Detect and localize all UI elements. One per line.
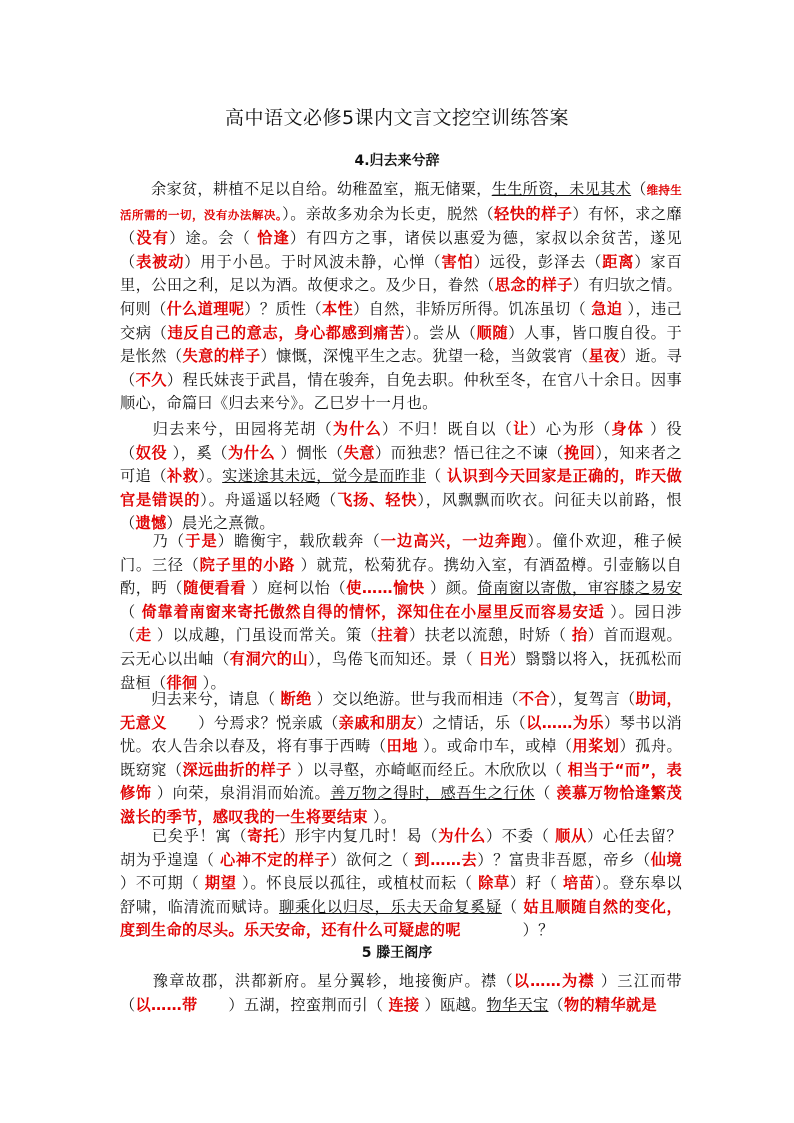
answer-text: 日光 — [478, 649, 510, 668]
answer-text: 补救 — [167, 467, 199, 486]
key-sentence: 倚南窗以寄傲，审容膝之易安 — [477, 579, 683, 598]
text-run: ）交以绝游。世与我而相违（ — [311, 690, 519, 708]
answer-text: 心神不定的样子 — [219, 850, 331, 869]
answer-text: 到……去 — [414, 850, 478, 869]
text-run: ）人事，皆口腹自役。于是怅然（ — [120, 323, 682, 366]
answer-text: 奴役 — [135, 443, 168, 462]
answer-text: 断绝 — [280, 690, 312, 708]
answer-text: 飞扬、轻快 — [337, 490, 418, 509]
answer-text: 田地 — [386, 737, 418, 756]
answer-text: 失意 — [343, 443, 376, 462]
text-run: ）。僮仆欢迎，稚子候门。三径（ — [120, 532, 682, 574]
answer-text: 顺从 — [555, 827, 587, 845]
text-run: ）以成趣，门虽设而常关。策（ — [151, 626, 378, 645]
text-run: （ — [535, 784, 557, 803]
answer-text: 一边高兴，一边奔跑 — [380, 532, 528, 550]
answer-text: 没有 — [136, 229, 170, 248]
text-run: ）晨光之熹微。 — [166, 514, 275, 533]
text-run: ）欲何之（ — [330, 850, 415, 869]
paragraph — [120, 418, 682, 536]
paragraph — [120, 178, 682, 416]
answer-text: 走 — [135, 626, 152, 645]
text-run: ）不归！既自以（ — [382, 420, 514, 438]
text-run: ）。 — [197, 673, 226, 692]
text-run: ）。舟遥遥以轻飏（ — [200, 490, 338, 509]
text-run: ）。登东皋以舒啸，临清流而赋诗。 — [120, 874, 682, 916]
answer-text: 为什么 — [332, 420, 383, 438]
answer-text: 什么道理呢 — [166, 299, 245, 318]
text-run: ）琴书以消忧。农人告余以春及，将有事于西畴（ — [120, 713, 683, 756]
answer-text: 认识到今天回家是正确的，昨天做官是错误的 — [120, 467, 682, 509]
answer-text: 物的精华就是 — [563, 995, 657, 1014]
text-run: ）形宇内复几时！曷（ — [279, 827, 439, 845]
text-run: 乃（ — [120, 532, 186, 550]
text-run: ）心为形（ — [529, 420, 612, 438]
answer-text: 培苗 — [563, 874, 595, 893]
answer-text: 表被动 — [136, 252, 185, 271]
text-run: ）慷慨，深愧平生之志。犹望一稔，当敛裳宵（ — [260, 347, 589, 366]
text-run: ）程氏妹丧于武昌，情在骏奔，自免去职。仲秋至冬，在官八十余日。因事顺心，命篇曰《归去来兮》。乙巳岁十一月也。 — [120, 370, 682, 413]
text-run: ）以寻壑，亦崎岖而经丘。木欣欣以（ — [291, 760, 568, 779]
text-run: ）役（ — [120, 420, 683, 462]
answer-text: 距离 — [602, 252, 635, 271]
text-run: ）。亲故多劝余为长吏，脱然（ — [282, 204, 495, 223]
text-run: ）有怀，求之靡（ — [120, 204, 682, 248]
text-run: 归去来兮，请息（ — [120, 690, 281, 708]
answer-text: 顺随 — [476, 323, 509, 342]
text-run: ）兮焉求？悦亲戚（ — [166, 713, 339, 732]
section-heading: 4.归去来兮辞 — [354, 153, 440, 169]
text-run: ）用于小邑。于时风波未静，心惮（ — [184, 252, 442, 271]
answer-text: 拄着 — [377, 626, 410, 645]
answer-text: 使……愉快 — [346, 579, 425, 598]
page-title: 高中语文必修5课内文言文挖空训练答案 — [224, 107, 570, 129]
text-run: ）。 — [198, 467, 223, 486]
answer-text: 以……带 — [135, 995, 198, 1014]
key-sentence: 生生所资，未见其术 — [491, 180, 632, 198]
text-run: ）孤舟。既窈窕（ — [120, 737, 682, 779]
text-run: ）。怀良辰以孤往，或植杖而耘（ — [236, 874, 479, 893]
answer-text: 期望 — [204, 874, 237, 893]
answer-text: 院子里的小路 — [199, 555, 296, 574]
answer-text: 不久 — [135, 370, 167, 389]
answer-text: 害怕 — [441, 252, 474, 271]
text-run: （ — [120, 602, 142, 621]
answer-text: 挽回 — [563, 443, 596, 462]
answer-text: 相当于“而”，表修饰 — [120, 760, 682, 803]
text-run: ）有四方之事，诸侯以惠爱为德，家叔以余贫苦，遂见（ — [120, 229, 682, 271]
text-run: ）瓯越。 — [419, 995, 487, 1014]
text-run: ）。园日涉（ — [120, 602, 682, 645]
answer-text: 恰逢 — [257, 229, 290, 248]
text-run: ）瞻衡宇，载欣载奔（ — [217, 532, 381, 550]
answer-text: 倚靠着南窗来寄托傲然自得的情怀，深知住在小屋里反而容易安适 — [141, 602, 605, 621]
text-run: ）途。会（ — [169, 229, 258, 248]
answer-text: 轻快的样子 — [494, 204, 573, 223]
answer-text: 助词，无意义 — [120, 690, 682, 732]
text-run: ）。尝从（ — [404, 323, 477, 342]
text-run: ）？富贵非吾愿，帝乡（ — [477, 850, 651, 869]
text-run: ）惆怅（ — [275, 443, 344, 462]
text-run: ），违己交病（ — [120, 299, 683, 342]
text-run: ）耔（ — [509, 874, 563, 893]
answer-text: 遗憾 — [135, 514, 167, 533]
text-run: （ — [631, 180, 647, 198]
key-sentence: 物华天宝 — [486, 995, 549, 1014]
text-run: ），鸟倦飞而知还。景（ — [308, 649, 479, 668]
text-run: ）而独悲？悟已往之不谏（ — [375, 443, 564, 462]
text-run: ）三江而带（ — [120, 972, 682, 1014]
answer-text: 寄托 — [247, 827, 280, 845]
text-run: ）有归欤之情。何则（ — [120, 276, 683, 318]
answer-text: 于是 — [185, 532, 218, 550]
answer-text: 随便看看 — [183, 579, 247, 598]
answer-text: 思念的样子 — [494, 276, 573, 295]
key-sentence: 善万物之得时，感吾生之行休 — [330, 784, 536, 803]
text-run: ）心任去留？胡为乎遑遑（ — [120, 827, 682, 869]
answer-text: 连接 — [388, 995, 420, 1014]
answer-text: 姑且顺随自然的变化，度到生命的尽头。乐天安命，还有什么可疑虑的呢 — [120, 897, 683, 940]
text-run: ），风飘飘而吹衣。问征夫以前路，恨（ — [120, 490, 683, 533]
answer-text: 违反自己的意志，身心都感到痛苦 — [167, 323, 405, 342]
answer-text: 亲戚和朋友 — [338, 713, 417, 732]
answer-text: 有洞穴的山 — [229, 649, 309, 668]
text-run: 余家贫，耕植不足以自给。幼稚盈室，瓶无储粟， — [120, 180, 492, 198]
answer-text: 用桨划 — [572, 737, 620, 756]
text-run: ）之情话，乐（ — [416, 713, 527, 732]
answer-text: 本性 — [321, 299, 354, 318]
text-run: ）向荣，泉涓涓而始流。 — [151, 784, 331, 803]
paragraph — [120, 688, 682, 830]
text-run: ）。 — [367, 807, 397, 826]
key-sentence: 实迷途其未远，觉今是而昨非 — [222, 467, 426, 486]
text-run: ）颜。 — [424, 579, 478, 598]
text-run: 已矣乎！寓（ — [120, 827, 248, 845]
text-run: （ — [501, 897, 524, 916]
text-run: ）？质性（ — [244, 299, 322, 318]
answer-text: 以……为襟 — [513, 972, 595, 990]
text-run: ）自然，非矫厉所得。饥冻虽切（ — [353, 299, 592, 318]
answer-text: 身体 — [611, 420, 645, 438]
text-run: ）？ — [460, 921, 554, 940]
paragraph — [120, 825, 682, 943]
answer-text: 徘徊 — [166, 673, 198, 692]
answer-text: 为什么 — [227, 443, 276, 462]
text-run: ）逝。寻（ — [120, 347, 683, 389]
answer-text: 维持生活所需的一切，没有办法解决。 — [120, 183, 682, 222]
text-run: 豫章故郡，洪都新府。星分翼轸，地接衡庐。襟（ — [120, 972, 514, 990]
text-run: （ — [548, 995, 564, 1014]
text-run: ）不委（ — [485, 827, 556, 845]
text-run: ）就荒，松菊犹存。携幼入室，有酒盈樽。引壶觞以自酌，眄（ — [120, 555, 683, 598]
text-run: ）首而遐观。云无心以出岫（ — [120, 626, 682, 668]
paragraph — [120, 530, 682, 695]
section-heading: 5 滕王阁序 — [361, 945, 433, 961]
text-run: ）五湖，控蛮荆而引（ — [197, 995, 389, 1014]
key-sentence: 聊乘化以归尽，乐夫天命复奚疑 — [279, 897, 502, 916]
text-run: ）翳翳以将入，抚孤松而盘桓（ — [120, 649, 682, 692]
text-run: （ — [426, 467, 447, 486]
answer-text: 抬 — [571, 626, 588, 645]
text-run: ），知来者之可追（ — [120, 443, 683, 486]
answer-text: 失意的样子 — [182, 347, 261, 366]
answer-text: 羡慕万物恰逢繁茂滋长的季节，感叹我的一生将要结束 — [120, 784, 682, 826]
answer-text: 仙境 — [650, 850, 682, 869]
text-run: ）。或命巾车，或棹（ — [417, 737, 573, 756]
answer-text: 不合 — [518, 690, 550, 708]
text-run: 归去来兮，田园将芜胡（ — [120, 420, 333, 438]
text-run: ），奚（ — [167, 443, 228, 462]
text-run: ）不可期（ — [120, 874, 205, 893]
answer-text: 为什么 — [438, 827, 486, 845]
answer-text: 急迫 — [591, 299, 623, 318]
text-run: ）庭柯以怡（ — [246, 579, 347, 598]
text-run: ）扶老以流憩，时矫（ — [409, 626, 572, 645]
answer-text: 以……为乐 — [526, 713, 605, 732]
answer-text: 深远曲折的样子 — [182, 760, 292, 779]
answer-text: 星夜 — [588, 347, 620, 366]
text-run: ）远役，彭泽去（ — [473, 252, 603, 271]
answer-text: 除草 — [478, 874, 510, 893]
text-run: ），复驾言（ — [549, 690, 636, 708]
answer-text: 让 — [513, 420, 530, 438]
paragraph — [120, 970, 682, 1017]
text-run: ）家百里，公田之利，足以为酒。故便求之。及少日，眷然（ — [120, 252, 682, 295]
